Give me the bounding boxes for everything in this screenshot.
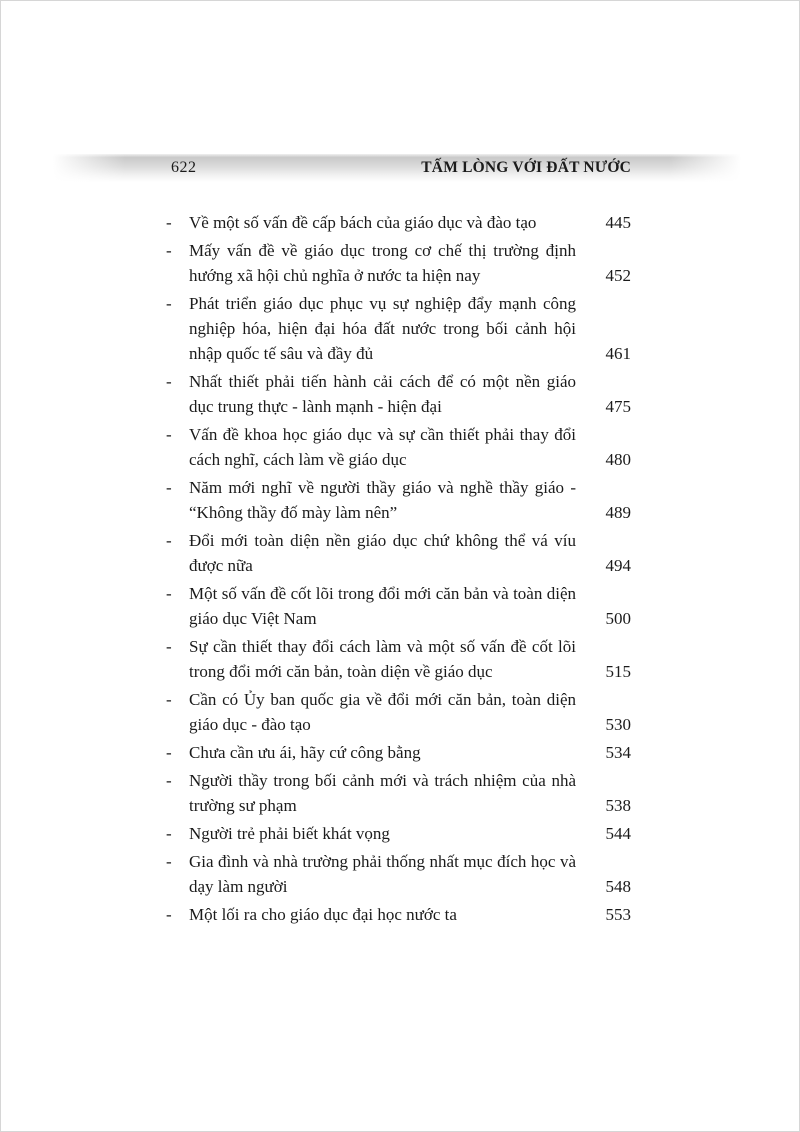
toc-entry bbox=[166, 634, 631, 684]
toc-entry-title: Mấy vấn đề về giáo dục trong cơ chế thị trường định hướng xã hội chủ nghĩa ở nước ta hiện nay bbox=[189, 241, 576, 285]
toc-entry-title: Vấn đề khoa học giáo dục và sự cần thiết phải thay đổi cách nghĩ, cách làm về giáo dục bbox=[189, 425, 576, 469]
toc-entry bbox=[166, 291, 631, 366]
toc-entry-page-number: 544 bbox=[605, 824, 631, 843]
toc-entry bbox=[166, 528, 631, 578]
toc-entry-page-number: 553 bbox=[605, 905, 631, 924]
page-number: 622 bbox=[171, 159, 197, 176]
toc-entry-title: Một lối ra cho giáo dục đại học nước ta bbox=[189, 905, 457, 924]
toc-entry-title: Người trẻ phải biết khát vọng bbox=[189, 824, 390, 843]
page-header-band bbox=[53, 154, 741, 182]
toc-entry-page-number: 494 bbox=[605, 556, 631, 575]
toc-entry-title: Năm mới nghĩ về người thầy giáo và nghề thầy giáo - “Không thầy đố mày làm nên” bbox=[189, 478, 576, 522]
toc-entry-title: Gia đình và nhà trường phải thống nhất mục đích học và dạy làm người bbox=[189, 852, 576, 896]
toc-entry-page-number: 452 bbox=[605, 266, 631, 285]
toc-entry-dash: - bbox=[166, 372, 172, 391]
toc-entry bbox=[166, 475, 631, 525]
book-title: TẤM LÒNG VỚI ĐẤT NƯỚC bbox=[421, 159, 631, 176]
toc-entry-dash: - bbox=[166, 905, 172, 924]
toc-entry-dash: - bbox=[166, 241, 172, 260]
toc-entry-page-number: 475 bbox=[605, 397, 631, 416]
toc-entry bbox=[166, 768, 631, 818]
toc-entry-dash: - bbox=[166, 771, 172, 790]
toc-entry-title: Chưa cần ưu ái, hãy cứ công bằng bbox=[189, 743, 421, 762]
toc-entry bbox=[166, 581, 631, 631]
toc-entry-dash: - bbox=[166, 690, 172, 709]
toc-entry-dash: - bbox=[166, 852, 172, 871]
toc-entry-title: Phát triển giáo dục phục vụ sự nghiệp đẩy mạnh công nghiệp hóa, hiện đại hóa đất nước trong bối cảnh hội nhập quốc tế sâu và đầy đủ bbox=[189, 294, 576, 363]
toc-entry-dash: - bbox=[166, 478, 172, 497]
toc-entry-title: Sự cần thiết thay đổi cách làm và một số vấn đề cốt lõi trong đổi mới căn bản, toàn diện về giáo dục bbox=[189, 637, 576, 681]
toc-entry-page-number: 530 bbox=[605, 715, 631, 734]
toc-entry bbox=[166, 849, 631, 899]
toc-entry-page-number: 489 bbox=[605, 503, 631, 522]
toc-entry-title: Đổi mới toàn diện nền giáo dục chứ không thể vá víu được nữa bbox=[189, 531, 576, 575]
toc-entry-dash: - bbox=[166, 531, 172, 550]
toc-entry-page-number: 534 bbox=[605, 743, 631, 762]
toc-entry-title: Về một số vấn đề cấp bách của giáo dục và đào tạo bbox=[189, 213, 537, 232]
toc-list bbox=[166, 210, 631, 930]
toc-entry bbox=[166, 740, 631, 765]
toc-entry-page-number: 515 bbox=[605, 662, 631, 681]
toc-entry bbox=[166, 821, 631, 846]
toc-entry-page-number: 500 bbox=[605, 609, 631, 628]
toc-entry-page-number: 461 bbox=[605, 344, 631, 363]
toc-entry-page-number: 445 bbox=[605, 213, 631, 232]
toc-entry-page-number: 538 bbox=[605, 796, 631, 815]
toc-entry-dash: - bbox=[166, 294, 172, 313]
toc-entry-dash: - bbox=[166, 637, 172, 656]
toc-entry bbox=[166, 902, 631, 927]
toc-entry-title: Một số vấn đề cốt lõi trong đổi mới căn bản và toàn diện giáo dục Việt Nam bbox=[189, 584, 576, 628]
toc-entry-title: Người thầy trong bối cảnh mới và trách nhiệm của nhà trường sư phạm bbox=[189, 771, 576, 815]
toc-entry-dash: - bbox=[166, 584, 172, 603]
page-header bbox=[53, 154, 741, 182]
toc-entry bbox=[166, 369, 631, 419]
toc-entry bbox=[166, 238, 631, 288]
toc-entry-dash: - bbox=[166, 824, 172, 843]
toc-entry-page-number: 480 bbox=[605, 450, 631, 469]
toc-entry-title: Cần có Ủy ban quốc gia về đổi mới căn bản, toàn diện giáo dục - đào tạo bbox=[189, 690, 576, 734]
toc-entry bbox=[166, 687, 631, 737]
toc-entry-dash: - bbox=[166, 425, 172, 444]
toc-entry bbox=[166, 422, 631, 472]
toc-entry-title: Nhất thiết phải tiến hành cải cách để có một nền giáo dục trung thực - lành mạnh - hiện đại bbox=[189, 372, 576, 416]
toc-entry-dash: - bbox=[166, 743, 172, 762]
toc-entry-dash: - bbox=[166, 213, 172, 232]
toc-entry bbox=[166, 210, 631, 235]
toc-entry-page-number: 548 bbox=[605, 877, 631, 896]
